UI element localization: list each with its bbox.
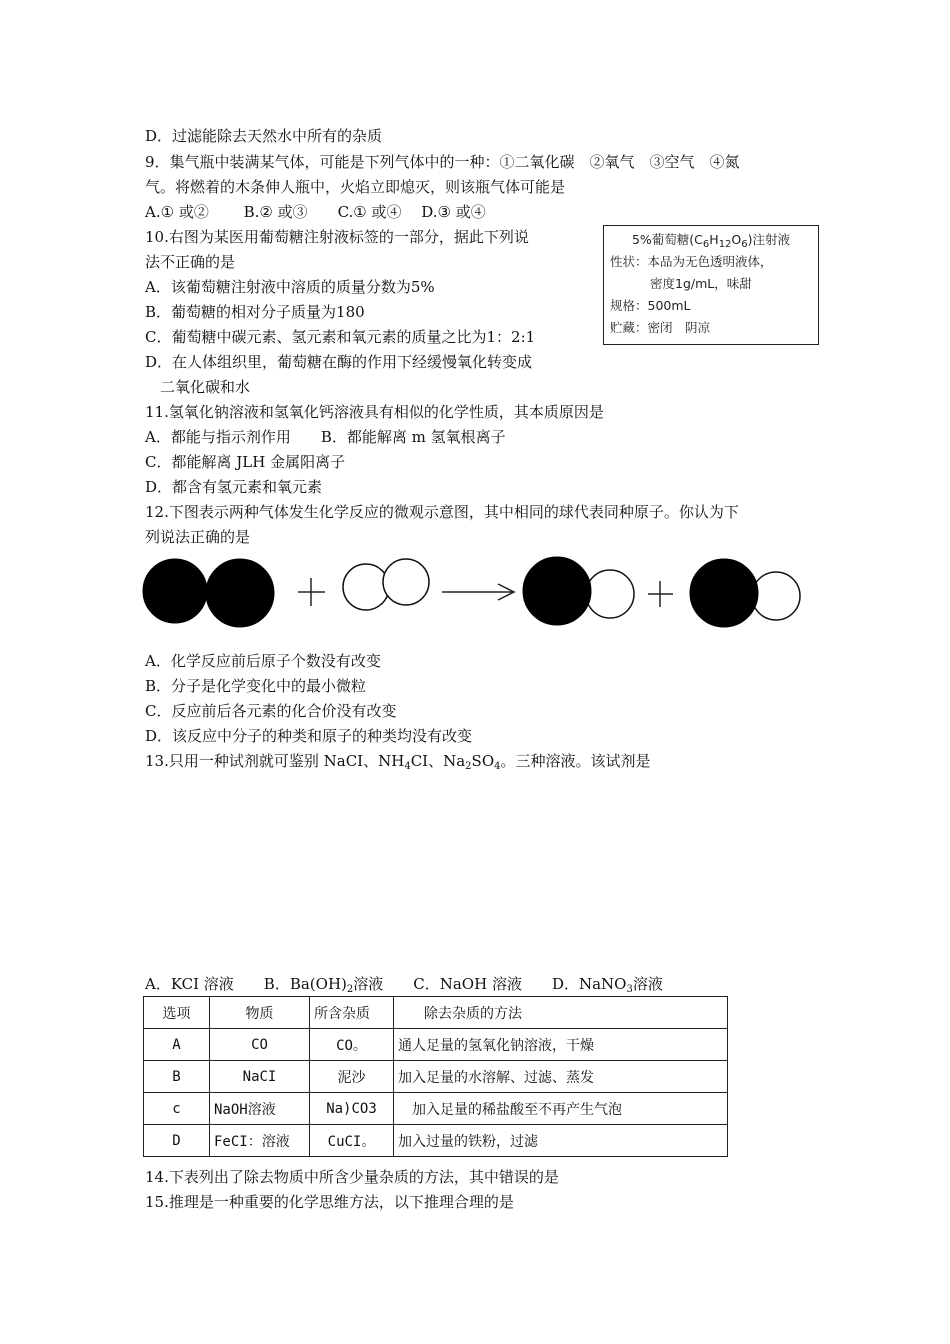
q12-option-d: D．该反应中分子的种类和原子的种类均没有改变 xyxy=(145,727,473,745)
cell-option: A xyxy=(144,1029,210,1061)
label-spec: 规格：500mL xyxy=(610,298,691,313)
cell-impurity: CuCI。 xyxy=(310,1125,394,1157)
cell-method: 加入足量的稀盐酸至不再产生气泡 xyxy=(394,1093,728,1125)
q12-stem-1: 12.下图表示两种气体发生化学反应的微观示意图，其中相同的球代表同种原子。你认为下 xyxy=(145,503,739,521)
cell-option: c xyxy=(144,1093,210,1125)
q9-stem-1: 9．集气瓶中装满某气体，可能是下列气体中的一种：①二氧化碳 ②氧气 ③空气 ④氮 xyxy=(145,153,740,171)
cell-method: 加入足量的水溶解、过滤、蒸发 xyxy=(394,1061,728,1093)
q13-stem: 13.只用一种试剂就可鉴别 NaCI、$NH_4CI$、$Na_2SO_4$。三种溶液。该试剂是 xyxy=(145,752,651,772)
product1-atom-dark xyxy=(523,557,591,625)
reactant1-atom-dark xyxy=(206,559,274,627)
cell-substance: NaOH溶液 xyxy=(210,1093,310,1125)
glucose-label-box xyxy=(603,225,819,345)
q10-option-d: D．在人体组织里，葡萄糖在酶的作用下经缓慢氧化转变成 xyxy=(145,353,533,371)
product1-atom-light xyxy=(586,570,634,618)
reaction-diagram xyxy=(140,548,810,638)
cell-substance: NaCI xyxy=(210,1061,310,1093)
cell-impurity: Na)CO3 xyxy=(310,1093,394,1125)
q9-options: A.① 或② B.② 或③ C.① 或④ D.③ 或④ xyxy=(145,203,486,221)
table-row xyxy=(144,1061,728,1093)
product2-atom-dark xyxy=(690,559,758,627)
cell-method: 通人足量的氢氧化钠溶液，干燥 xyxy=(394,1029,728,1061)
reactant2-atom-light xyxy=(383,559,429,605)
q10-stem-1: 10.右图为某医用葡萄糖注射液标签的一部分，据此下列说 xyxy=(145,228,529,246)
q13-options: A．KCI 溶液 B．$Ba(OH)_2$溶液 C．NaOH 溶液 D．NaNO$_3$溶液 xyxy=(145,975,663,995)
q11-stem: 11.氢氧化钠溶液和氢氧化钙溶液具有相似的化学性质，其本质原因是 xyxy=(145,403,604,421)
q9-stem-2: 气。将燃着的木条伸人瓶中，火焰立即熄灭，则该瓶气体可能是 xyxy=(145,178,566,196)
header-substance: 物质 xyxy=(210,997,310,1029)
q10-option-d-cont: 二氧化碳和水 xyxy=(145,378,251,396)
label-density: 密度1g/mL，味甜 xyxy=(650,276,752,291)
cell-impurity: CO。 xyxy=(310,1029,394,1061)
table-row xyxy=(144,1093,728,1125)
header-impurity: 所含杂质 xyxy=(310,997,394,1029)
reactant1-atom-dark xyxy=(143,559,207,623)
table-row xyxy=(144,1029,728,1061)
q14-stem: 14.下表列出了除去物质中所含少量杂质的方法，其中错误的是 xyxy=(145,1168,559,1186)
cell-option: D xyxy=(144,1125,210,1157)
cell-substance: CO xyxy=(210,1029,310,1061)
q10-option-c: C．葡萄糖中碳元素、氢元素和氧元素的质量之比为1：2:1 xyxy=(145,328,536,346)
q12-stem-2: 列说法正确的是 xyxy=(145,528,251,546)
table-row xyxy=(144,1125,728,1157)
q10-option-a: A．该葡萄糖注射液中溶质的质量分数为5% xyxy=(145,278,435,296)
q8-option-d: D．过滤能除去天然水中所有的杂质 xyxy=(145,127,383,145)
q11-option-c: C．都能解离 JLH 金属阳离子 xyxy=(145,453,346,471)
cell-option: B xyxy=(144,1061,210,1093)
label-title: 5%葡萄糖$(C_6H_{12}O_6)$注射液 xyxy=(631,232,791,250)
cell-impurity: 泥沙 xyxy=(310,1061,394,1093)
q15-stem: 15.推理是一种重要的化学思维方法，以下推理合理的是 xyxy=(145,1193,514,1211)
label-appearance: 性状：本品为无色透明液体， xyxy=(610,254,773,269)
q12-option-b: B．分子是化学变化中的最小微粒 xyxy=(145,677,367,695)
q11-option-d: D．都含有氢元素和氧元素 xyxy=(145,478,323,496)
header-option: 选项 xyxy=(144,997,210,1029)
impurity-table xyxy=(143,996,728,1157)
header-method: 除去杂质的方法 xyxy=(394,997,728,1029)
q12-option-c: C．反应前后各元素的化合价没有改变 xyxy=(145,702,397,720)
cell-substance: FeCI：溶液 xyxy=(210,1125,310,1157)
cell-method: 加入过量的铁粉，过滤 xyxy=(394,1125,728,1157)
q10-option-b: B．葡萄糖的相对分子质量为180 xyxy=(145,303,365,321)
q10-stem-2: 法不正确的是 xyxy=(145,253,236,271)
q11-option-ab: A．都能与指示剂作用 B．都能解离 m 氢氧根离子 xyxy=(145,428,506,446)
product2-atom-light xyxy=(752,572,800,620)
reactant2-atom-light xyxy=(343,564,389,610)
q12-option-a: A．化学反应前后原子个数没有改变 xyxy=(145,652,381,670)
table-header-row xyxy=(144,997,728,1029)
label-storage: 贮藏：密闭 阴凉 xyxy=(610,320,711,335)
